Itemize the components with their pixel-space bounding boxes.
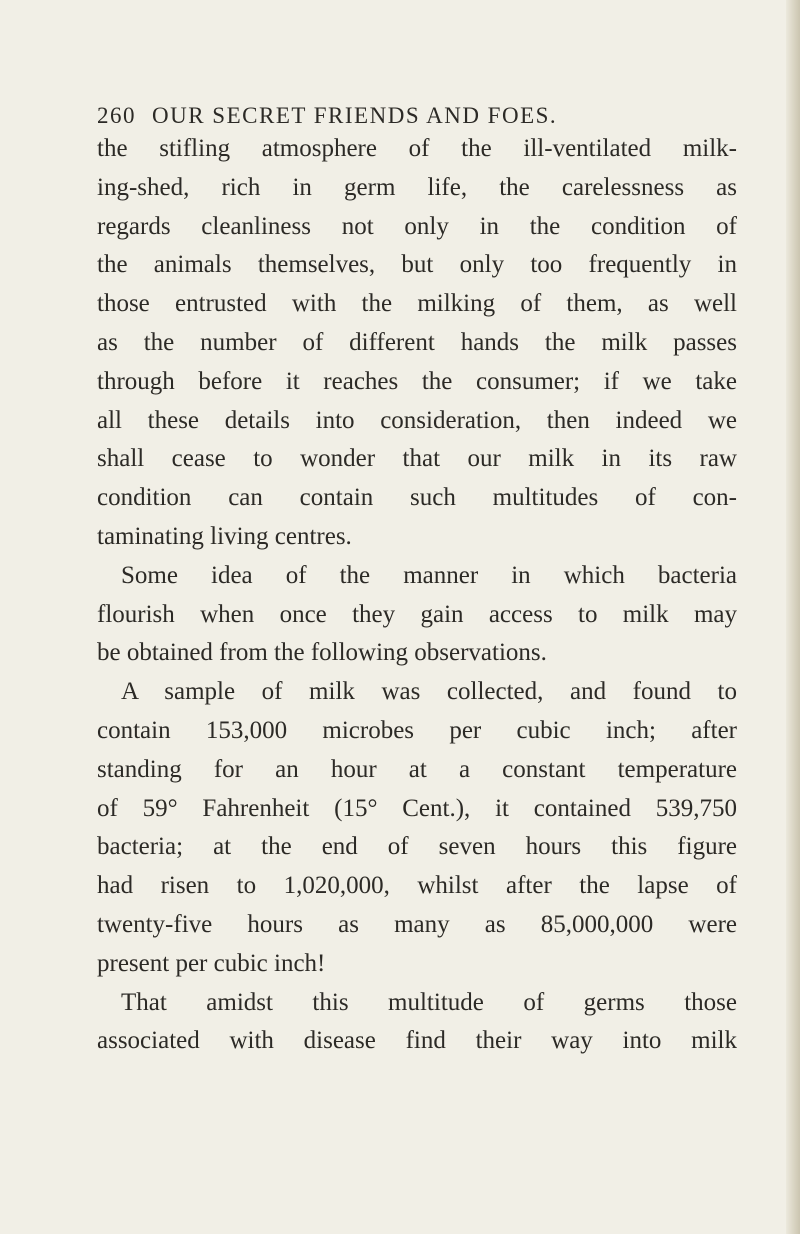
text-line: That amidst this multitude of germs those [121, 988, 737, 1016]
text-line: shall cease to wonder that our milk in its raw [97, 445, 737, 473]
text-line: be obtained from the following observations. [97, 639, 547, 667]
text-line: all these details into consideration, then indeed we [97, 406, 737, 434]
text-line: twenty-five hours as many as 85,000,000 were [97, 910, 737, 938]
text-line: of 59° Fahrenheit (15° Cent.), it contained 539,750 [97, 794, 737, 822]
running-head [97, 103, 737, 129]
text-line: those entrusted with the milking of them, as well [97, 290, 737, 318]
page-edge-shadow [786, 0, 800, 1234]
text-line: ing-shed, rich in germ life, the carelessness as [97, 173, 737, 201]
text-line: the stifling atmosphere of the ill-ventilated milk- [97, 135, 737, 162]
text-line: Some idea of the manner in which bacteria [121, 561, 737, 589]
text-line: A sample of milk was collected, and found to [121, 678, 737, 706]
running-title: OUR SECRET FRIENDS AND FOES. [152, 103, 558, 128]
text-line: present per cubic inch! [97, 949, 326, 977]
text-line: associated with disease find their way into milk [97, 1027, 737, 1055]
text-line: through before it reaches the consumer; if we take [97, 367, 737, 395]
text-line: had risen to 1,020,000, whilst after the lapse of [97, 872, 737, 900]
text-line: as the number of different hands the milk passes [97, 328, 737, 356]
text-line: the animals themselves, but only too frequently in [97, 251, 737, 279]
page-number: 260 [97, 103, 136, 128]
text-line: condition can contain such multitudes of con- [97, 484, 737, 512]
text-line: regards cleanliness not only in the condition of [97, 212, 737, 240]
text-line: flourish when once they gain access to milk may [97, 600, 737, 628]
text-line: standing for an hour at a constant temperature [97, 755, 737, 783]
text-line: taminating living centres. [97, 522, 352, 550]
text-line: bacteria; at the end of seven hours this figure [97, 833, 737, 861]
body-text [97, 130, 737, 1061]
text-line: contain 153,000 microbes per cubic inch; after [97, 716, 737, 744]
